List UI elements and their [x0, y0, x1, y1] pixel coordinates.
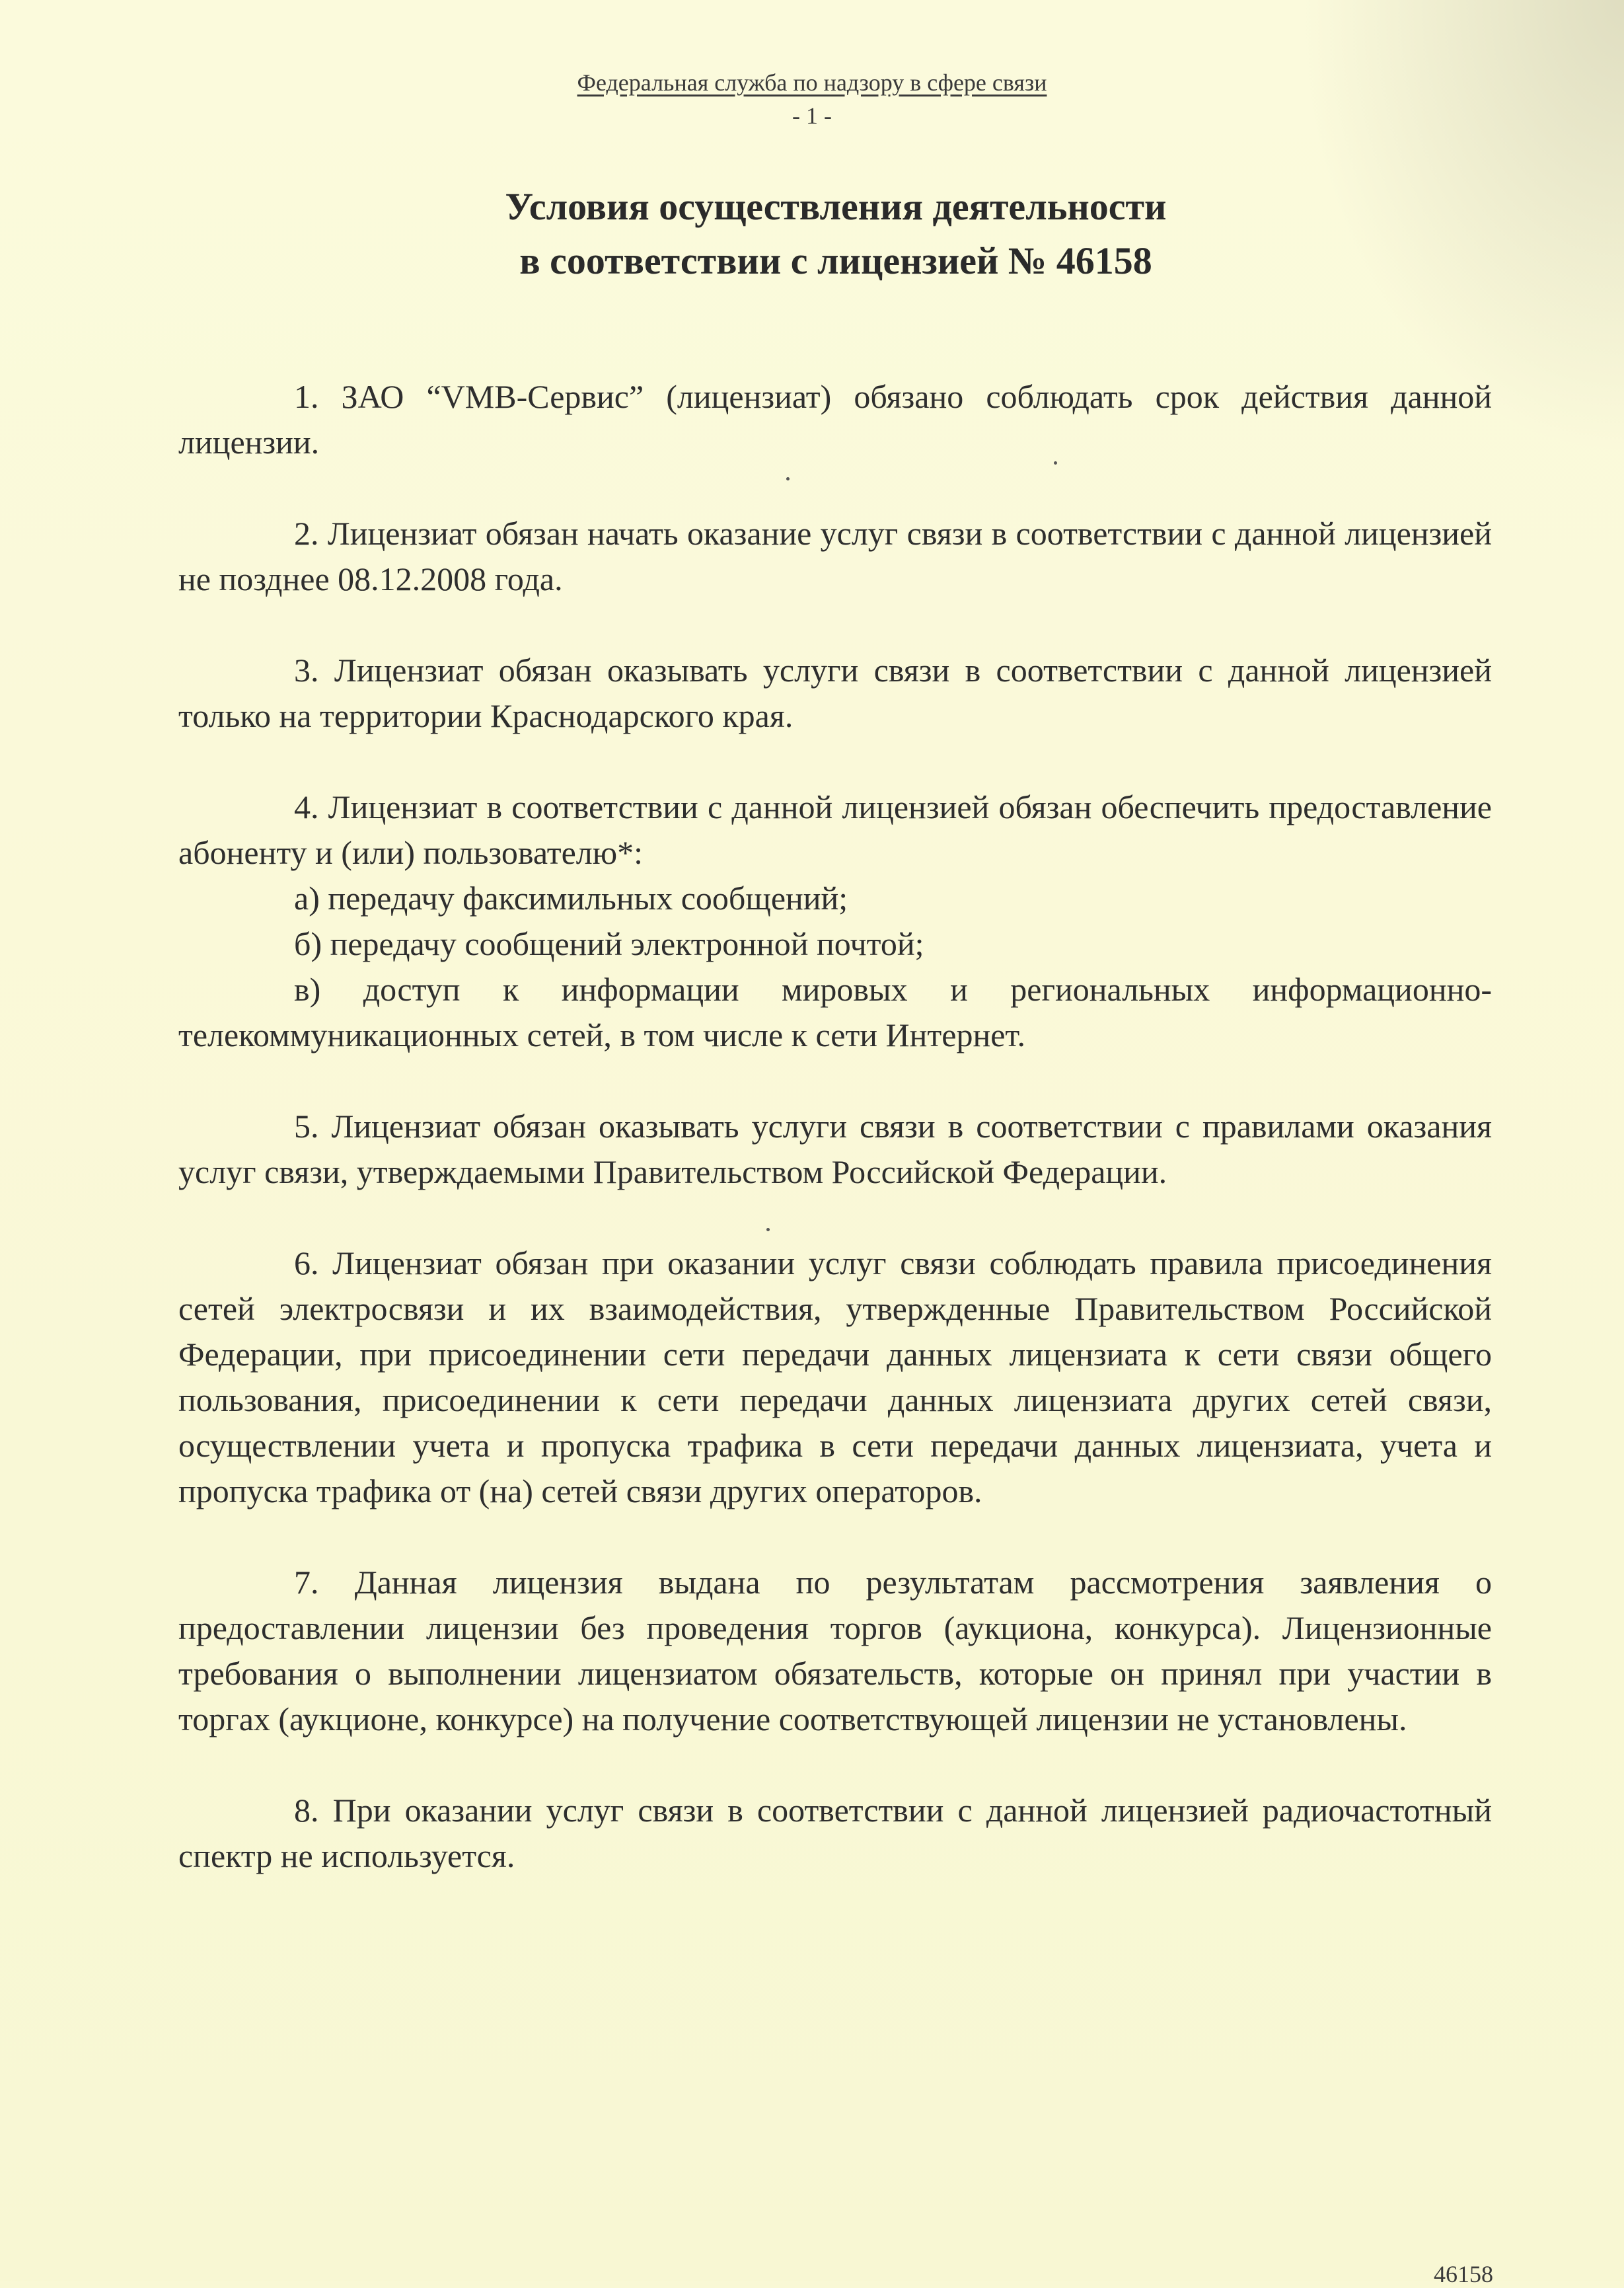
page-number: - 1 - [792, 102, 832, 129]
scan-speck [766, 1228, 770, 1231]
subitem-c: в) доступ к информации мировых и региональных информационно-телекоммуникационных сетей, в том числе к сети Интернет. [178, 971, 1492, 1053]
paragraph-3: 3. Лицензиат обязан оказывать услуги связи в соответствии с данной лицензией только на территории Краснодарского края. [178, 652, 1492, 734]
paragraph-6: 6. Лицензиат обязан при оказании услуг связи соблюдать правила присоединения сетей электросвязи и их взаимодействия, утвержденные Правительством Российской Федерации, при присоединении сети передачи данных лицензиата к сети связи общего пользования, присоединении к сети передачи данных лицензиата других сетей связи, осуществлении учета и пропуска трафика в сети передачи данных лицензиата, учета и пропуска трафика от (на) сетей связи других операторов. [178, 1244, 1492, 1509]
title-line-1: Условия осуществления деятельности [505, 185, 1167, 228]
scan-speck [786, 477, 790, 480]
title-line-2: в соответствии с лицензией № 46158 [519, 239, 1152, 282]
page-header [0, 66, 1624, 132]
document-title [0, 180, 1624, 288]
document-body [178, 374, 1492, 1925]
paragraph-8: 8. При оказании услуг связи в соответствии с данной лицензией радиочастотный спектр не используется. [178, 1792, 1492, 1874]
paragraph-4-intro: 4. Лицензиат в соответствии с данной лицензией обязан обеспечить предоставление абоненту и (или) пользователю*: [178, 788, 1492, 871]
footer-license-number: 46158 [1434, 2261, 1493, 2287]
paragraph-7: 7. Данная лицензия выдана по результатам рассмотрения заявления о предоставлении лицензии без проведения торгов (аукциона, конкурса). Лицензионные требования о выполнении лицензиатом обязательств, которые он принял при участии в торгах (аукционе, конкурсе) на получение соответствующей лицензии не установлены. [178, 1564, 1492, 1737]
subitem-b: б) передачу сообщений электронной почтой; [294, 925, 924, 962]
agency-name: Федеральная служба по надзору в сфере связи [577, 69, 1047, 96]
subitem-a: а) передачу факсимильных сообщений; [294, 880, 848, 917]
paragraph-5: 5. Лицензиат обязан оказывать услуги связи в соответствии с правилами оказания услуг связи, утверждаемыми Правительством Российской Федерации. [178, 1108, 1492, 1190]
paragraph-2: 2. Лицензиат обязан начать оказание услуг связи в соответствии с данной лицензией не позднее 08.12.2008 года. [178, 515, 1492, 597]
scan-speck [1054, 461, 1057, 465]
paragraph-1: 1. ЗАО “VMB-Сервис” (лицензиат) обязано соблюдать срок действия данной лицензии. [178, 378, 1492, 461]
paragraph-4 [178, 784, 1492, 1058]
